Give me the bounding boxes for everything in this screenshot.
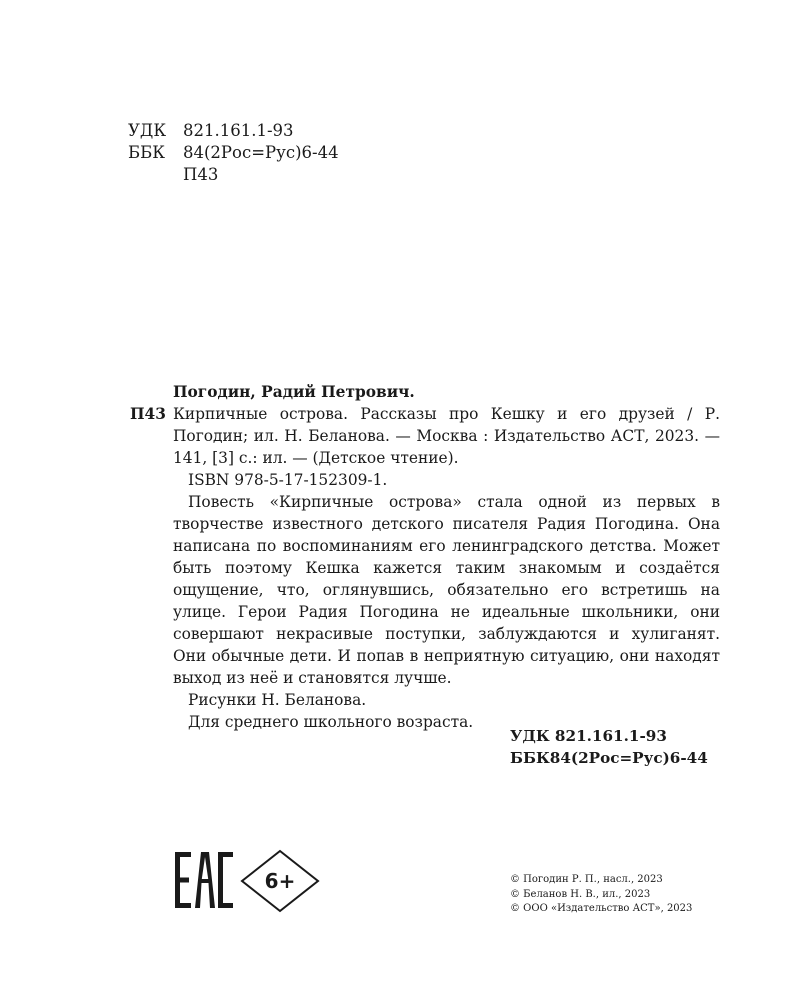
age-rating-text: 6+ — [264, 869, 296, 893]
entry-description-block — [130, 403, 720, 469]
bbk-label: ББК — [128, 143, 166, 162]
bottom-bbk: ББК84(2Рос=Рус)6-44 — [510, 749, 708, 767]
eac-icon — [175, 852, 233, 908]
top-classification-codes — [128, 120, 339, 186]
illustrations-note: Рисунки Н. Беланова. — [188, 691, 367, 709]
isbn: ISBN 978-5-17-152309-1. — [188, 471, 388, 489]
copyright-illustrator: © Беланов Н. В., ил., 2023 — [510, 888, 651, 900]
entry-description: Кирпичные острова. Рассказы про Кешку и его друзей / Р. Погодин; ил. Н. Беланова. — Москва : Издательство АСТ, 2023. — 141, [3] с.: ил. — (Детское чтение). — [173, 405, 720, 467]
udk-label: УДК — [128, 121, 167, 140]
copyright-block — [510, 873, 692, 917]
bibliographic-entry — [130, 381, 720, 733]
annotation-text: Повесть «Кирпичные острова» стала одной из первых в творчестве известного детского писателя Радия Погодина. Она написана по воспоминаниям его ленинградского детства. Может быть поэтому Кешка кажется таким знакомым и создаётся ощущение, что, оглянувшись, обязательно его встретишь на улице. Герои Радия Погодина не идеальные школьники, они совершают некрасивые поступки, заблуждаются и хулиганят. Они обычные дети. И попав в неприятную ситуацию, они находят выход из неё и становятся лучше. — [173, 493, 720, 687]
bottom-udk: УДК 821.161.1-93 — [510, 727, 667, 745]
audience-note: Для среднего школьного возраста. — [188, 713, 474, 731]
author-mark: П43 — [130, 405, 166, 423]
bottom-classification-codes — [510, 725, 708, 769]
bbk-value: 84(2Рос=Рус)6-44 — [183, 143, 339, 162]
bbk-row — [128, 142, 339, 164]
copyright-publisher: © ООО «Издательство АСТ», 2023 — [510, 903, 693, 914]
udk-value: 821.161.1-93 — [183, 121, 294, 140]
author-mark-top: П43 — [183, 165, 219, 184]
age-rating-badge — [240, 849, 320, 913]
udk-row — [128, 120, 339, 142]
author-heading: Погодин, Радий Петрович. — [173, 383, 415, 401]
copyright-author: © Погодин Р. П., насл., 2023 — [510, 874, 663, 885]
annotation — [130, 491, 720, 733]
